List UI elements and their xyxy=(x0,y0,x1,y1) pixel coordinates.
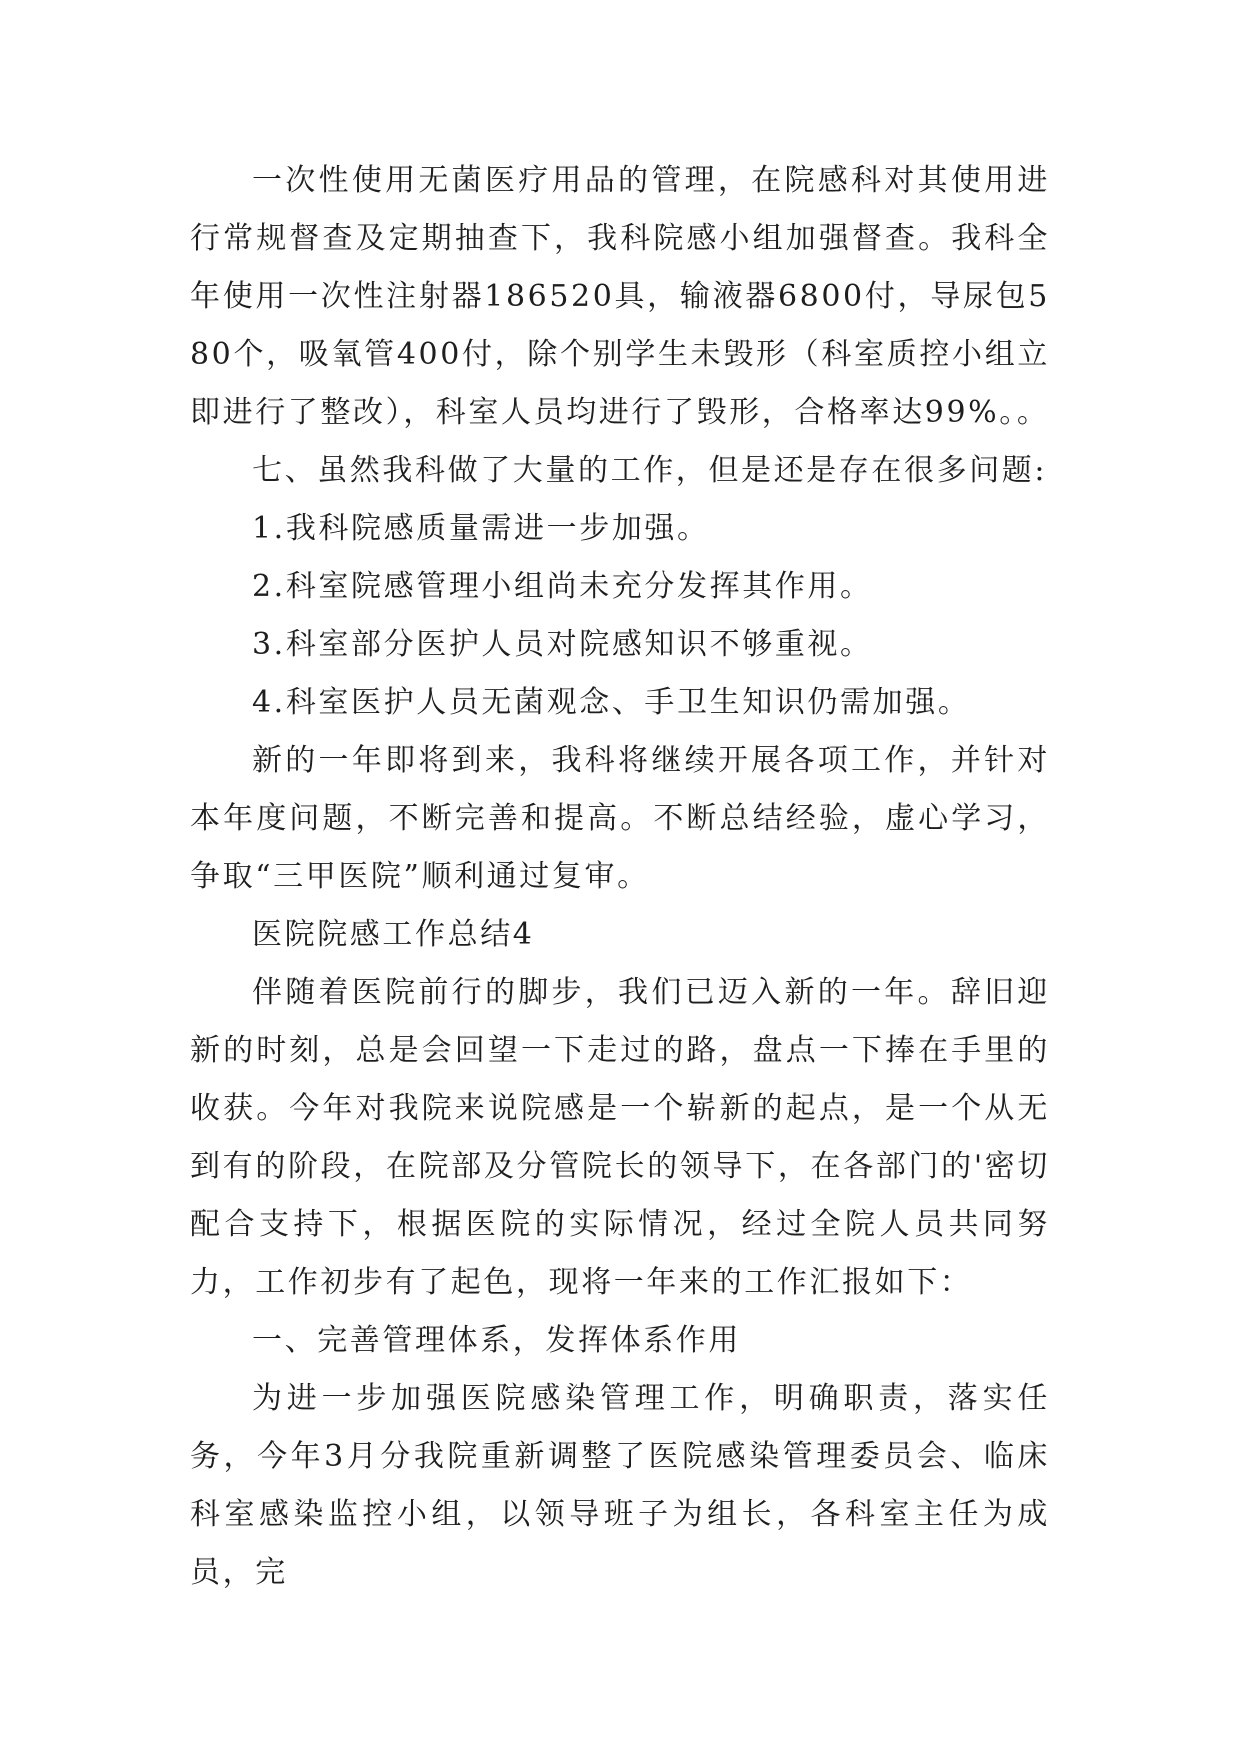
list-item-problem-4: 4.科室医护人员无菌观念、手卫生知识仍需加强。 xyxy=(252,685,971,720)
list-item-problem-2: 2.科室院感管理小组尚未充分发挥其作用。 xyxy=(252,569,873,604)
paragraph-management-details: 为进一步加强医院感染管理工作，明确职责，落实任务，今年3月分我院重新调整了医院感染管理委员会、临床科室感染监控小组，以领导班子为组长，各科室主任为成员，完 xyxy=(190,1381,1050,1590)
paragraph-new-year-plan: 新的一年即将到来，我科将继续开展各项工作，并针对本年度问题，不断完善和提高。不断总结经验，虚心学习，争取“三甲医院”顺利通过复审。 xyxy=(190,743,1050,894)
list-item-problem-3: 3.科室部分医护人员对院感知识不够重视。 xyxy=(252,627,873,662)
subheading-management-system: 一、完善管理体系，发挥体系作用 xyxy=(252,1323,741,1358)
paragraph-intro: 伴随着医院前行的脚步，我们已迈入新的一年。辞旧迎新的时刻，总是会回望一下走过的路，盘点一下捧在手里的收获。今年对我院来说院感是一个崭新的起点，是一个从无到有的阶段，在院部及分管院长的领导下，在各部门的'密切配合支持下，根据医院的实际情况，经过全院人员共同努力，工作初步有了起色，现将一年来的工作汇报如下： xyxy=(190,975,1050,1300)
document-body xyxy=(190,152,1050,1602)
section-title: 医院院感工作总结4 xyxy=(252,917,535,952)
paragraph-disposable-supplies: 一次性使用无菌医疗用品的管理，在院感科对其使用进行常规督查及定期抽查下，我科院感小组加强督查。我科全年使用一次性注射器186520具，输液器6800付，导尿包580个，吸氧管400付，除个别学生未毁形（科室质控小组立即进行了整改），科室人员均进行了毁形，合格率达99%。。 xyxy=(190,163,1050,430)
paragraph-problems-heading: 七、虽然我科做了大量的工作，但是还是存在很多问题: xyxy=(252,453,1048,488)
list-item-problem-1: 1.我科院感质量需进一步加强。 xyxy=(252,511,710,546)
